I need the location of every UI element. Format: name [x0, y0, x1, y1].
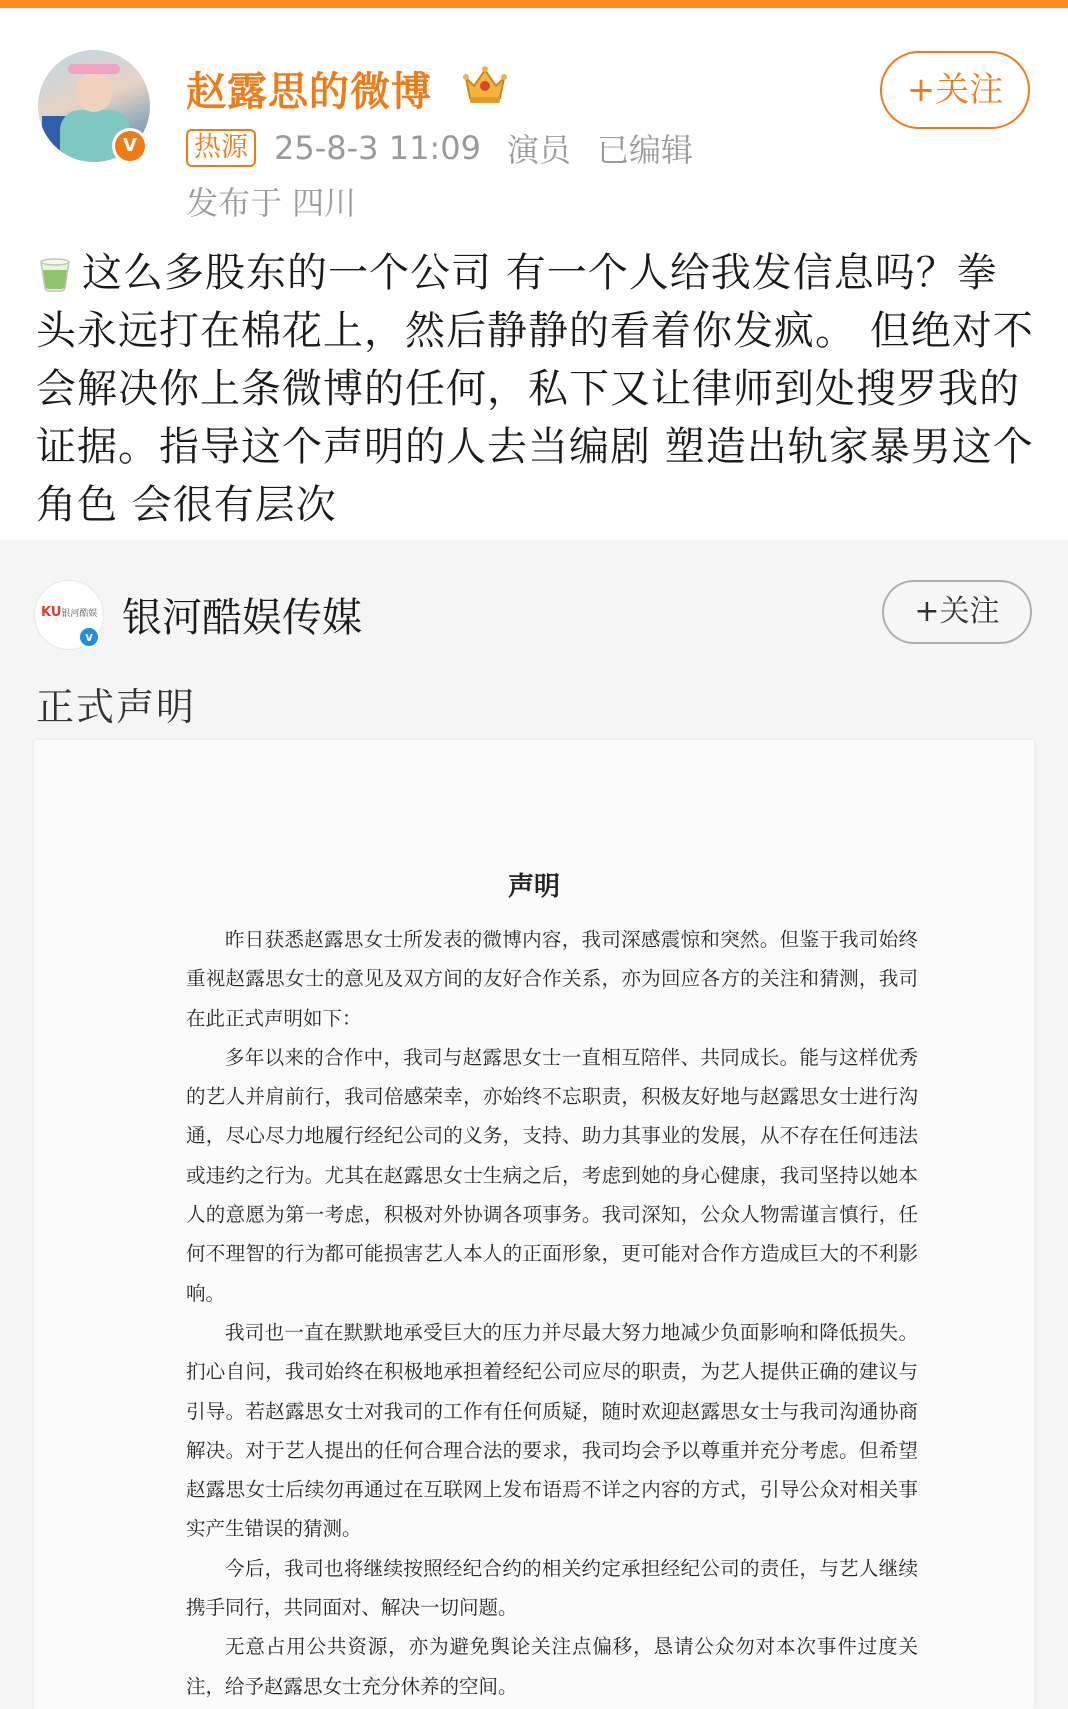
document-paragraph: 无意占用公共资源，亦为避免舆论关注点偏移，恳请公众勿对本次事件过度关注，给予赵露思女士充分休养的空间。 [186, 1635, 918, 1698]
repost-card[interactable] [0, 540, 1068, 1709]
document-heading: 声明 [507, 872, 560, 902]
org-follow-button[interactable]: +关注 [882, 580, 1032, 644]
top-accent-bar [0, 0, 1068, 8]
org-verified-icon: v [78, 626, 100, 648]
hot-source-tag[interactable]: 热源 [186, 129, 256, 167]
follow-button[interactable]: +关注 [880, 51, 1030, 129]
document-paragraph: 昨日获悉赵露思女士所发表的微博内容，我司深感震惊和突然。但鉴于我司始终重视赵露思女士的意见及双方间的友好合作关系，亦为回应各方的关注和猜测，我司在此正式声明如下： [186, 928, 918, 1030]
post-header [0, 8, 1068, 222]
document-body [186, 920, 918, 1706]
tea-cup-icon [36, 252, 74, 292]
crown-icon [460, 64, 510, 106]
post-body [36, 244, 1036, 534]
org-logo: KU银河酷娱 [41, 605, 98, 620]
verified-badge-icon: V [112, 128, 148, 164]
document-paragraph: 今后，我司也将继续按照经纪合约的相关约定承担经纪公司的责任，与艺人继续携手同行，共同面对、解决一切问题。 [186, 1556, 918, 1620]
document-paragraph: 多年以来的合作中，我司与赵露思女士一直相互陪伴、共同成长。能与这样优秀的艺人并肩前行，我司倍感荣幸，亦始终不忘职责，积极友好地与赵露思女士进行沟通，尽心尽力地履行经纪公司的义务，支持、助力其事业的发展，从不存在任何违法或违约之行为。尤其在赵露思女士生病之后，考虑到她的身心健康，我司坚持以她本人的意愿为第一考虑，积极对外协调各项事务。我司深知，公众人物需谨言慎行，任何不理智的行为都可能损害艺人本人的正面形象，更可能对合作方造成巨大的不利影响。 [186, 1045, 918, 1305]
org-name[interactable]: 银河酷娱传媒 [122, 595, 362, 641]
post-location: 发布于 四川 [186, 184, 357, 222]
username[interactable]: 赵露思的微博 [186, 69, 432, 115]
post-text: 这么多股东的一个公司 有一个人给我发信息吗？拳头永远打在棉花上，然后静静的看着你发疯。 但绝对不会解决你上条微博的任何，私下又让律师到处搜罗我的证据。指导这个声明的人去当编剧 塑造出轨家暴男这个角色 会很有层次 [36, 250, 1034, 528]
repost-title: 正式声明 [36, 685, 197, 729]
document-paragraph: 我司也一直在默默地承受巨大的压力并尽最大努力地减少负面影响和降低损失。扪心自问，我司始终在积极地承担着经纪公司应尽的职责，为艺人提供正确的建议与引导。若赵露思女士对我司的工作有任何质疑，随时欢迎赵露思女士与我司沟通协商解决。对于艺人提出的任何合理合法的要求，我司均会予以尊重并充分考虑。但希望赵露思女士后续勿再通过在互联网上发布语焉不详之内容的方式，引导公众对相关事实产生错误的猜测。 [186, 1320, 918, 1541]
post-timestamp: 25-8-3 11:09 [274, 129, 481, 167]
statement-document-image[interactable] [34, 740, 1034, 1709]
post-meta [186, 128, 693, 168]
edited-label[interactable]: 已编辑 [596, 131, 693, 169]
user-role: 演员 [506, 131, 571, 169]
